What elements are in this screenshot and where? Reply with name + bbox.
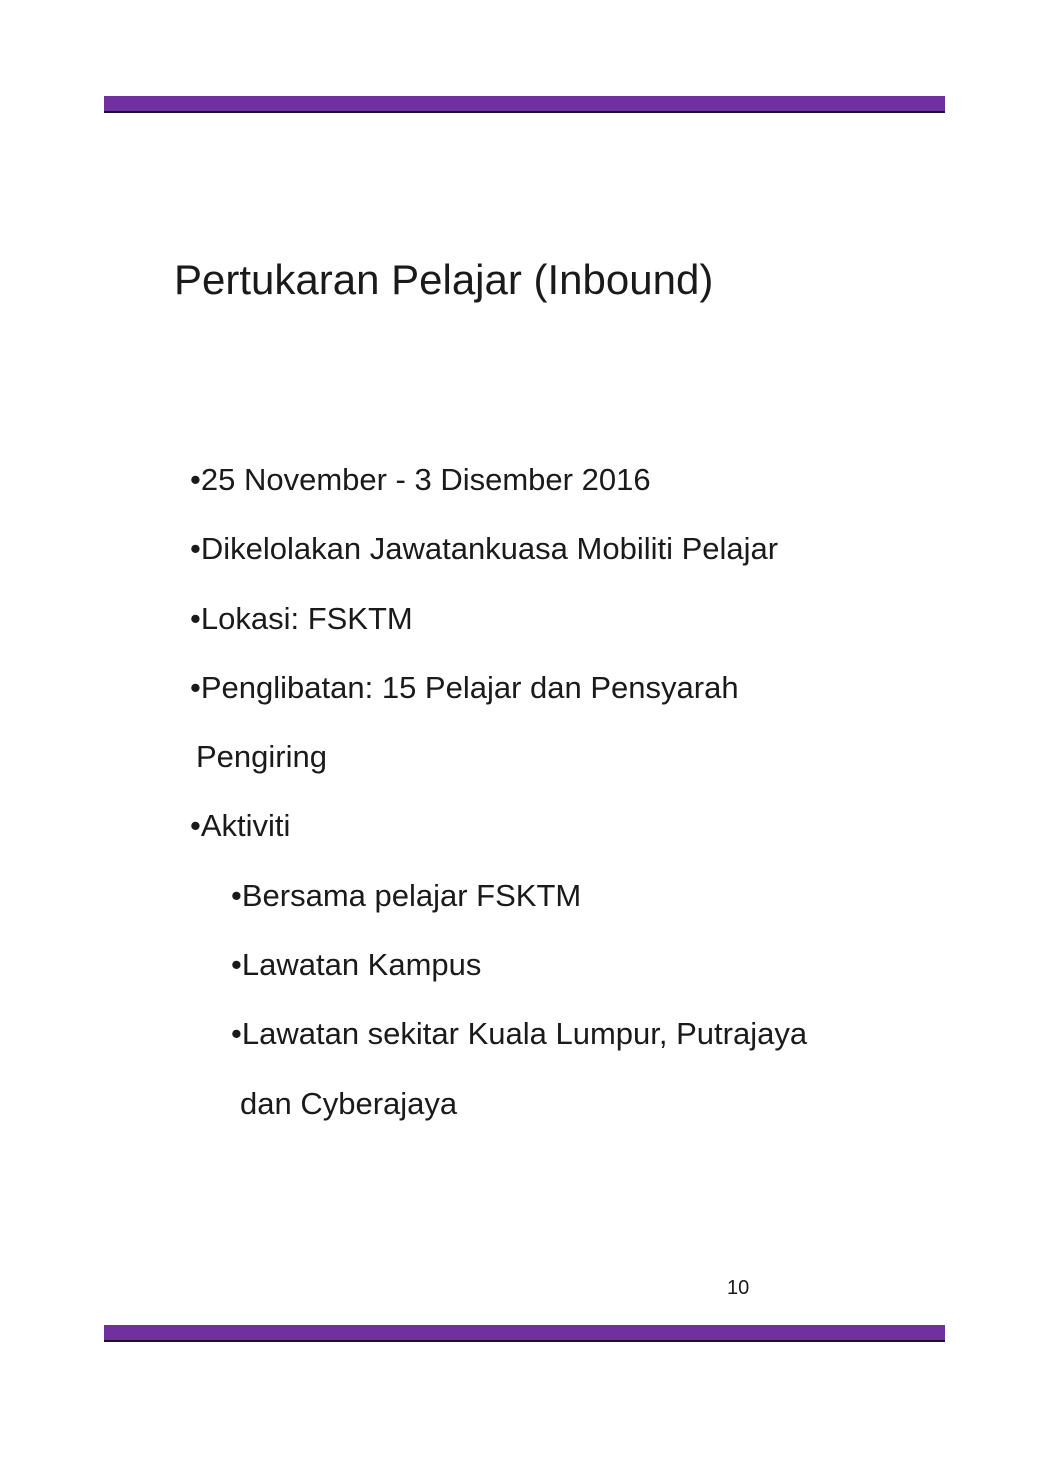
sub-bullet-city-tour: •Lawatan sekitar Kuala Lumpur, Putrajaya bbox=[231, 1016, 808, 1051]
sub-bullet-campus-visit: •Lawatan Kampus bbox=[231, 947, 482, 982]
page-title: Pertukaran Pelajar (Inbound) bbox=[174, 256, 714, 303]
bullet-participation: •Penglibatan: 15 Pelajar dan Pensyarah bbox=[190, 670, 739, 705]
bullet-participation-continued: Pengiring bbox=[196, 739, 327, 774]
sub-bullet-city-tour-continued: dan Cyberajaya bbox=[240, 1086, 458, 1121]
bullet-date: •25 November - 3 Disember 2016 bbox=[190, 462, 651, 497]
bullet-organizer: •Dikelolakan Jawatankuasa Mobiliti Pelajar bbox=[190, 531, 779, 566]
sub-bullet-with-students: •Bersama pelajar FSKTM bbox=[231, 878, 582, 913]
bullet-activities: •Aktiviti bbox=[190, 808, 291, 843]
top-accent-band bbox=[104, 96, 945, 113]
page-number: 10 bbox=[727, 1277, 750, 1299]
bullet-location: •Lokasi: FSKTM bbox=[190, 601, 413, 636]
bottom-accent-band bbox=[104, 1325, 945, 1342]
